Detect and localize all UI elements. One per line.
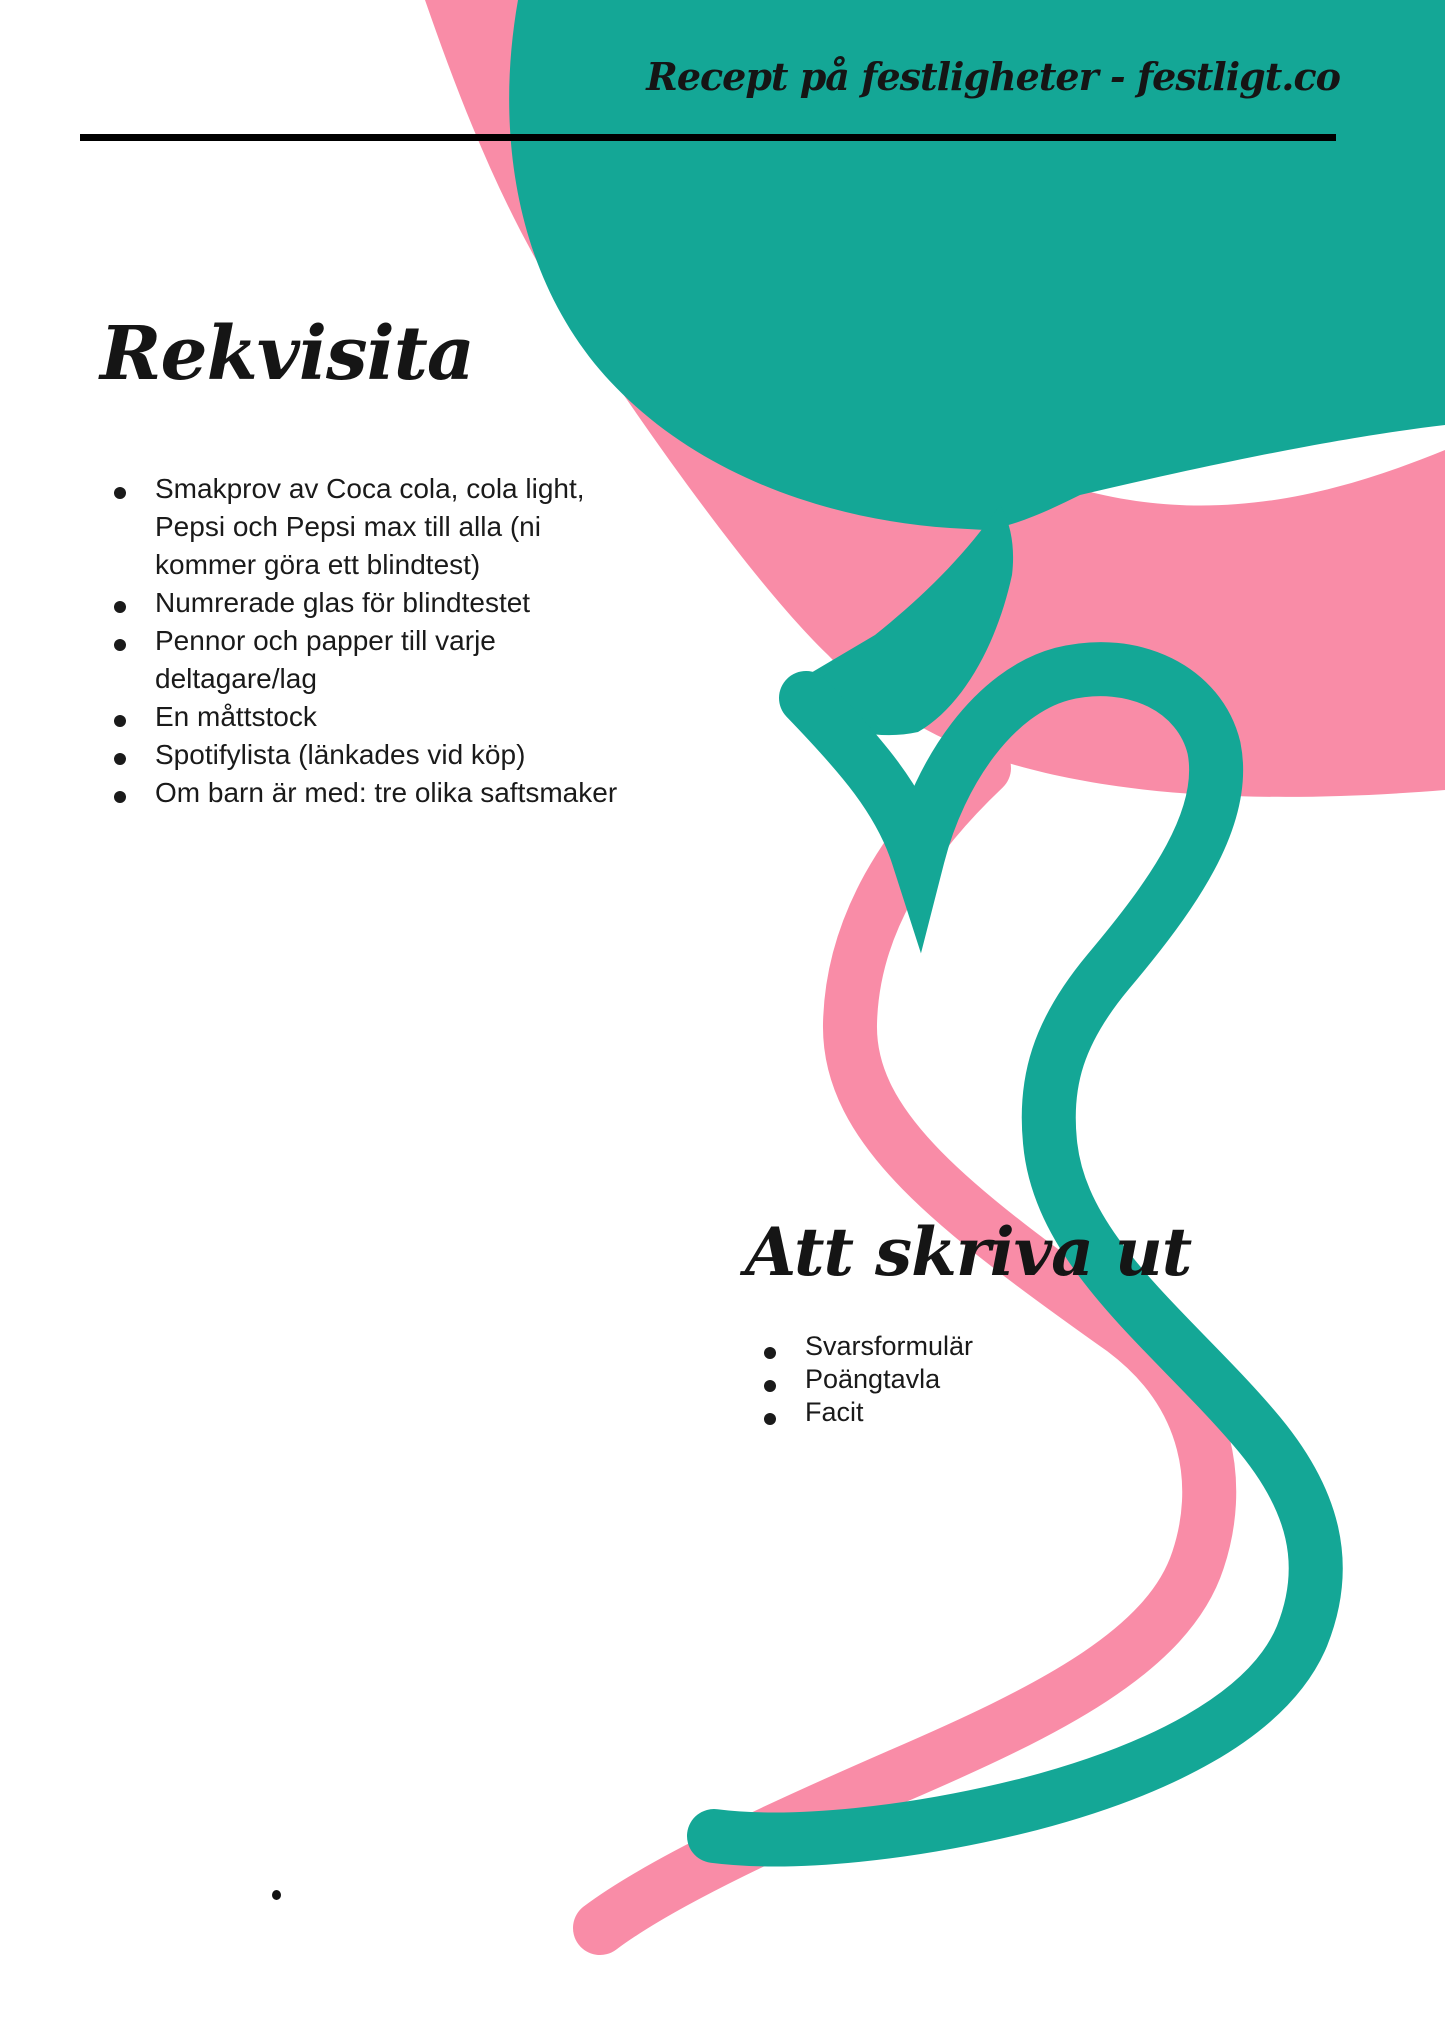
list-item: En måttstock — [112, 698, 632, 736]
rekvisita-list — [112, 470, 632, 812]
list-item: Smakprov av Coca cola, cola light, Pepsi och Pepsi max till alla (ni kommer göra ett blindtest) — [112, 470, 632, 584]
list-item: Facit — [762, 1396, 1182, 1429]
att-skriva-ut-list — [762, 1330, 1182, 1429]
list-item: Poängtavla — [762, 1363, 1182, 1396]
section-heading-rekvisita: Rekvisita — [100, 311, 474, 397]
header-rule — [80, 134, 1336, 141]
list-item: Numrerade glas för blindtestet — [112, 584, 632, 622]
section-heading-att-skriva-ut: Att skriva ut — [745, 1213, 1192, 1291]
page-header-title: Recept på festligheter - festligt.co — [646, 54, 1340, 99]
list-item: Spotifylista (länkades vid köp) — [112, 736, 632, 774]
stray-dot — [272, 1890, 281, 1900]
list-item: Svarsformulär — [762, 1330, 1182, 1363]
list-item: Pennor och papper till varje deltagare/lag — [112, 622, 632, 698]
list-item: Om barn är med: tre olika saftsmaker — [112, 774, 632, 812]
